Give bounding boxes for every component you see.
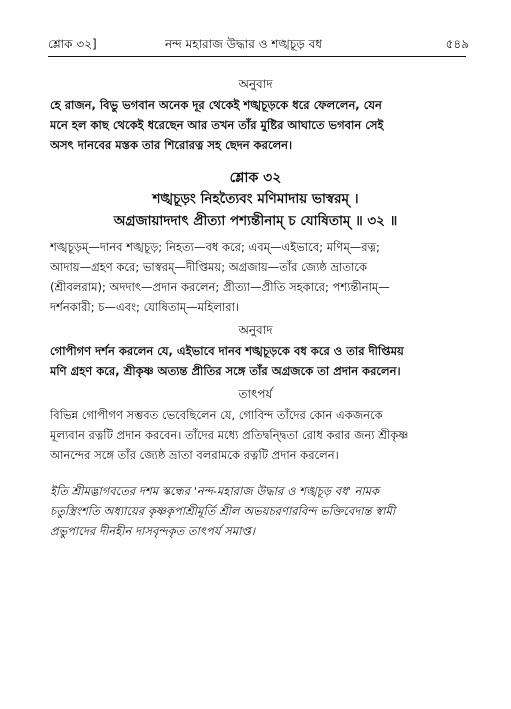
translation-heading: অনুবাদ bbox=[238, 77, 273, 91]
purport-line: মূল্যবান রত্নটি প্রদান করবেন। তাঁদের মধ্যে প্রতিদ্বন্দ্বিতা রোধ করার জন্য শ্রীকৃষ্ণ bbox=[50, 428, 409, 442]
purport-line: বিভিন্ন গোপীগণ সম্ভবত ভেবেছিলেন যে, গোবিন্দ তাঁদের কোন একজনকে bbox=[50, 408, 383, 422]
synonyms-line: (শ্রীবলরাম); অদদাৎ—প্রদান করলেন; প্রীত্যা—প্রীতি সহকারে; পশ্যন্তীনাম্— bbox=[50, 280, 390, 294]
translation-heading: অনুবাদ bbox=[238, 323, 273, 337]
header-verse-ref: শ্লোক ৩২] bbox=[48, 37, 97, 51]
synonyms-line: শঙ্খচূড়ম্—দানব শঙ্খচূড়; নিহত্য—বধ করে; এবম্—এইভাবে; মণিম্—রত্ন; bbox=[50, 240, 380, 254]
header-chapter-title: নন্দ মহারাজ উদ্ধার ও শঙ্খচূড় বধ bbox=[165, 37, 323, 51]
translation-line: গোপীগণ দর্শন করলেন যে, এইভাবে দানব শঙ্খচূড়কে বধ করে ও তার দীপ্তিময় bbox=[50, 344, 404, 358]
colophon-line: প্রভুপাদের দীনহীন দাসবৃন্দকৃত তাৎপর্য সমাপ্ত। bbox=[50, 524, 255, 538]
translation-line: মনে হল কাছ থেকেই ধরেছেন আর তখন তাঁর মুষ্টির আঘাতে ভগবান সেই bbox=[50, 118, 384, 132]
purport-line: আনন্দের সঙ্গে তাঁর জ্যেষ্ঠ ভ্রাতা বলরামকে রত্নটি প্রদান করলেন। bbox=[50, 448, 339, 462]
colophon-line: চতুস্ত্রিংশতি অধ্যায়ের কৃষ্ণকৃপাশ্রীমূর্তি শ্রীল অভয়চরণারবিন্দ ভক্তিবেদান্ত স্বামী bbox=[50, 504, 396, 518]
synonyms-line: দর্শনকারী; চ—এবং; যোষিতাম্—মহিলারা। bbox=[50, 300, 240, 314]
verse-number: শ্লোক ৩২ bbox=[229, 170, 282, 186]
header-rule bbox=[48, 56, 466, 57]
verse-line-1: শঙ্খচূড়ং নিহত্যৈবং মণিমাদায় ভাস্বরম্ । bbox=[152, 191, 359, 207]
translation-line: অসৎ দানবের মস্তক তার শিরোরত্ন সহ ছেদন করলেন। bbox=[50, 138, 293, 152]
verse-line-2: অগ্রজায়াদদাৎ প্রীত্যা পশ্যন্তীনাম্ চ যোষিতাম্ ॥ ৩২ ॥ bbox=[113, 213, 398, 229]
colophon-line: ইতি শ্রীমদ্ভাগবতের দশম স্কন্ধের 'নন্দ-মহারাজ উদ্ধার ও শঙ্খচূড় বধ' নামক bbox=[50, 484, 380, 498]
translation-line: হে রাজন, বিভু ভগবান অনেক দূর থেকেই শঙ্খচূড়কে ধরে ফেললেন, যেন bbox=[50, 98, 382, 112]
header-page-number: ৫৪৯ bbox=[445, 37, 469, 51]
purport-heading: তাৎপর্য bbox=[238, 387, 273, 401]
translation-line: মণি গ্রহণ করে, শ্রীকৃষ্ণ অত্যন্ত প্রীতির সঙ্গে তাঁর অগ্রজকে তা প্রদান করলেন। bbox=[50, 364, 401, 378]
synonyms-line: আদায়—গ্রহণ করে; ভাস্বরম্—দীপ্তিময়; অগ্রজায়—তাঁর জ্যেষ্ঠ ভ্রাতাকে bbox=[50, 260, 367, 274]
